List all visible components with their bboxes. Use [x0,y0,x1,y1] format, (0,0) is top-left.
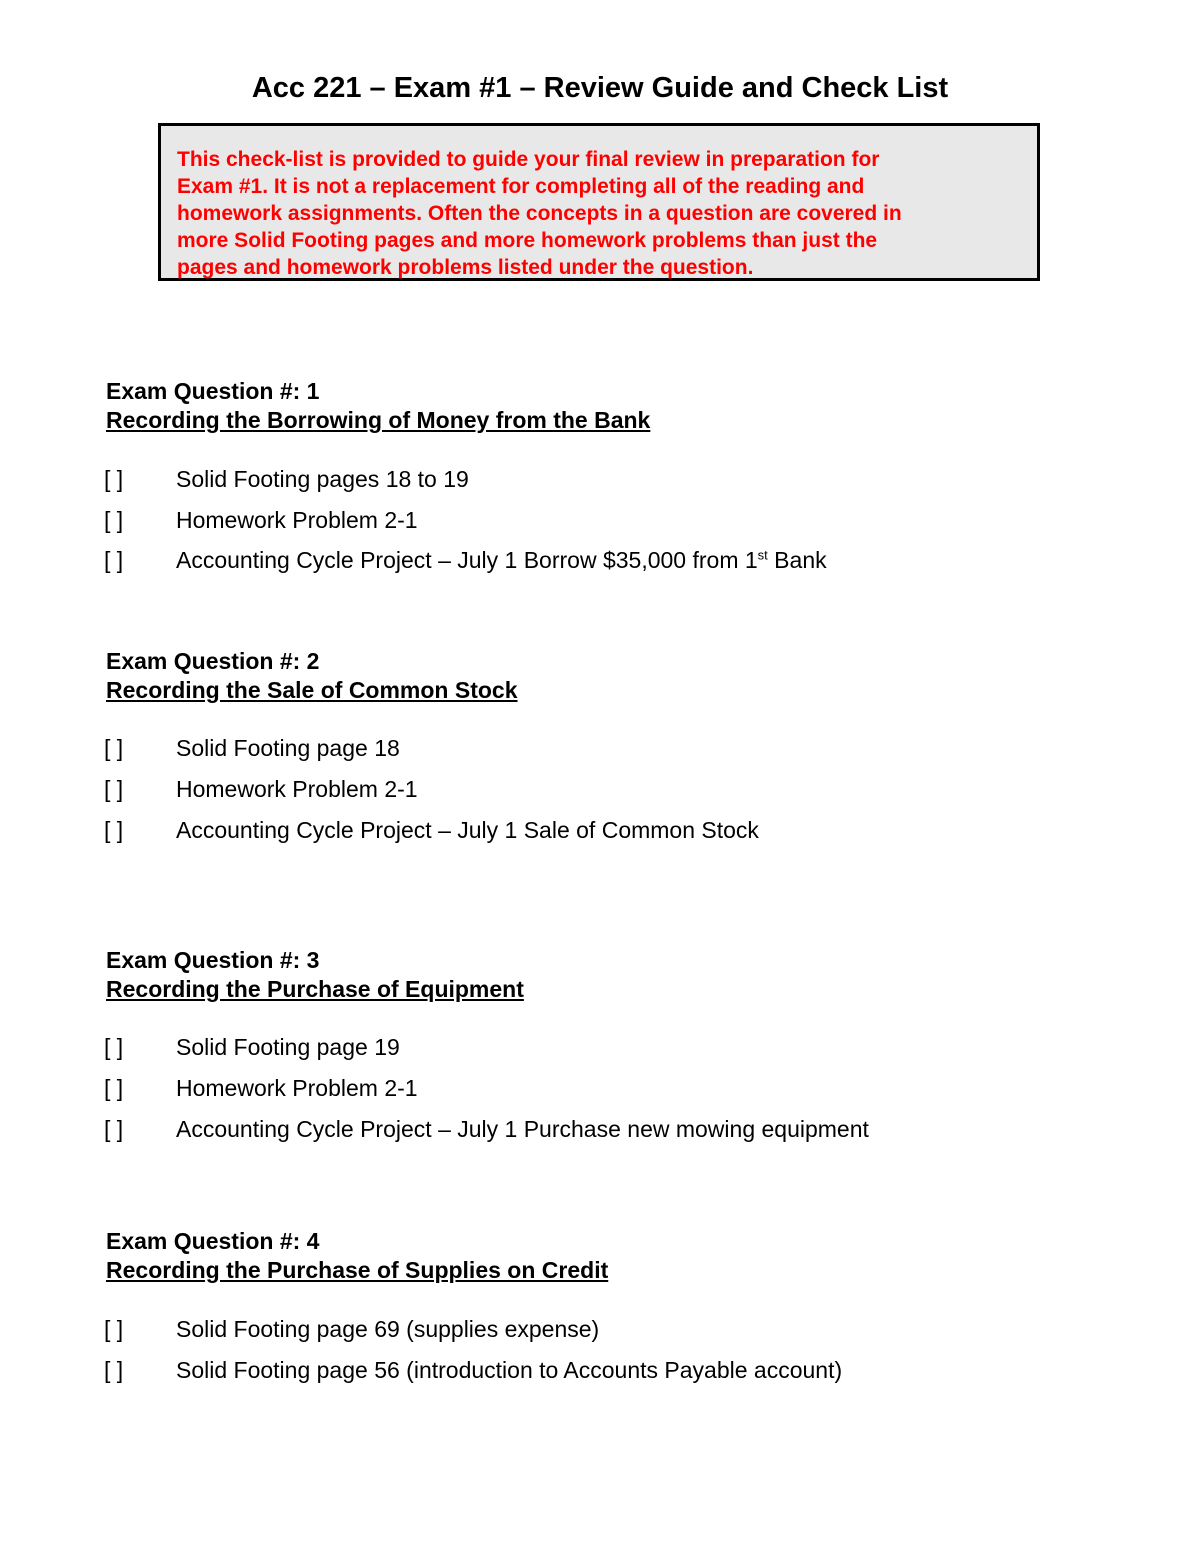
checklist-item [104,466,469,493]
notice-line: homework assignments. Often the concepts in a question are covered in [177,202,902,225]
question-heading: Exam Question #: 4 [106,1228,320,1254]
notice-box [158,123,1040,281]
checklist-item [104,817,759,844]
checkbox[interactable]: [ ] [104,776,124,802]
checkbox[interactable]: [ ] [104,507,124,533]
checklist-item-text: Solid Footing pages 18 to 19 [176,466,469,492]
checkbox[interactable]: [ ] [104,735,124,761]
checkbox[interactable]: [ ] [104,466,124,492]
question-topic: Recording the Sale of Common Stock [106,677,518,703]
checklist-item-text: Solid Footing page 69 (supplies expense) [176,1316,600,1342]
checklist-item [104,507,418,534]
checklist-item [104,547,827,574]
checkbox[interactable]: [ ] [104,1316,124,1342]
checklist-item-text: Accounting Cycle Project – July 1 Purchase new mowing equipment [176,1116,869,1142]
question-topic: Recording the Purchase of Equipment [106,976,524,1002]
question-heading: Exam Question #: 2 [106,648,320,674]
checklist-item-text: Solid Footing page 18 [176,735,400,761]
notice-line: more Solid Footing pages and more homework problems than just the [177,229,878,252]
checkbox[interactable]: [ ] [104,1075,124,1101]
checklist-item [104,1316,599,1343]
checklist-item [104,776,418,803]
checkbox[interactable]: [ ] [104,1116,124,1142]
checklist-item [104,1075,418,1102]
checklist-item-text: Homework Problem 2-1 [176,1075,418,1101]
checkbox[interactable]: [ ] [104,1357,124,1383]
notice-line: pages and homework problems listed under the question. [177,256,754,279]
checklist-item-text: Accounting Cycle Project – July 1 Borrow $35,000 from 1st Bank [176,547,827,573]
checklist-item [104,1357,842,1384]
checkbox[interactable]: [ ] [104,547,124,573]
checklist-item [104,1116,869,1143]
notice-text [177,146,1027,281]
checkbox[interactable]: [ ] [104,1034,124,1060]
question-topic: Recording the Borrowing of Money from the Bank [106,407,651,433]
notice-line: This check-list is provided to guide your final review in preparation for [177,148,880,171]
checklist-item-text: Accounting Cycle Project – July 1 Sale of Common Stock [176,817,759,843]
question-heading: Exam Question #: 3 [106,947,320,973]
checklist-item [104,735,400,762]
checklist-item-text: Homework Problem 2-1 [176,776,418,802]
checklist-item-text: Solid Footing page 56 (introduction to Accounts Payable account) [176,1357,843,1383]
checklist-item-text: Homework Problem 2-1 [176,507,418,533]
checklist-item-text: Solid Footing page 19 [176,1034,400,1060]
checklist-item [104,1034,400,1061]
notice-line: Exam #1. It is not a replacement for completing all of the reading and [177,175,865,198]
page-title: Acc 221 – Exam #1 – Review Guide and Check List [251,72,949,104]
question-heading: Exam Question #: 1 [106,378,320,404]
checkbox[interactable]: [ ] [104,817,124,843]
question-topic: Recording the Purchase of Supplies on Credit [106,1257,609,1283]
ordinal-suffix: st [757,547,768,563]
